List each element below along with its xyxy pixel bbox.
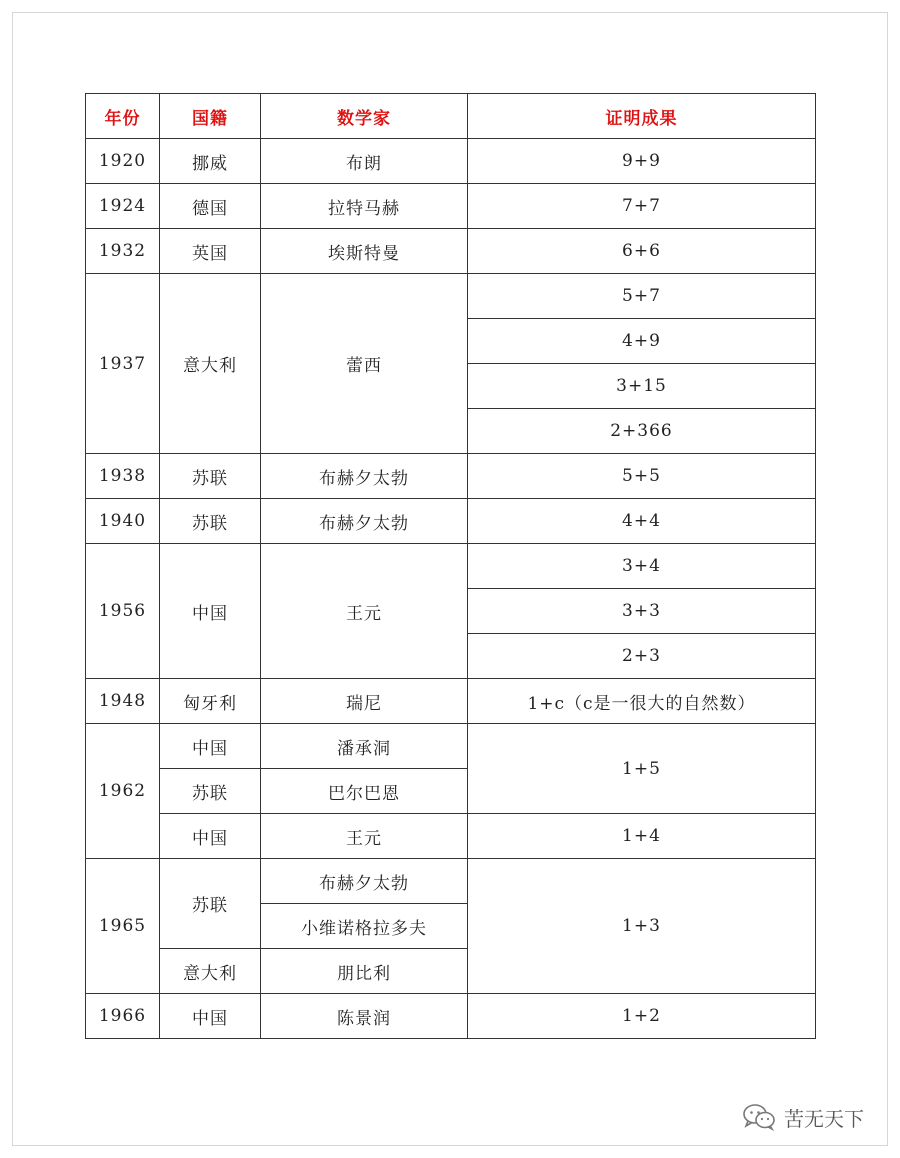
result-cell: 1+c（c是一很大的自然数） xyxy=(468,679,816,724)
mathematician-cell: 小维诺格拉多夫 xyxy=(261,904,468,949)
table-row xyxy=(86,454,816,499)
nationality-cell: 苏联 xyxy=(160,499,261,544)
result-cell: 3+15 xyxy=(468,364,816,409)
result-cell: 1+4 xyxy=(468,814,816,859)
mathematician-cell: 拉特马赫 xyxy=(261,184,468,229)
table-row xyxy=(86,814,816,859)
table-row xyxy=(86,229,816,274)
year-cell: 1956 xyxy=(86,544,160,679)
wechat-icon xyxy=(742,1103,776,1131)
result-cell: 3+4 xyxy=(468,544,816,589)
mathematician-cell: 布赫夕太勃 xyxy=(261,859,468,904)
mathematician-cell: 蕾西 xyxy=(261,274,468,454)
year-cell: 1966 xyxy=(86,994,160,1039)
nationality-cell: 意大利 xyxy=(160,274,261,454)
result-cell: 9+9 xyxy=(468,139,816,184)
table-row xyxy=(86,994,816,1039)
nationality-cell: 中国 xyxy=(160,724,261,769)
table-row xyxy=(86,724,816,769)
result-cell: 4+9 xyxy=(468,319,816,364)
nationality-cell: 挪威 xyxy=(160,139,261,184)
mathematician-cell: 潘承洞 xyxy=(261,724,468,769)
year-cell: 1932 xyxy=(86,229,160,274)
mathematician-cell: 朋比利 xyxy=(261,949,468,994)
nationality-cell: 英国 xyxy=(160,229,261,274)
result-cell: 2+3 xyxy=(468,634,816,679)
year-cell: 1948 xyxy=(86,679,160,724)
mathematician-cell: 布赫夕太勃 xyxy=(261,499,468,544)
year-cell: 1938 xyxy=(86,454,160,499)
result-cell: 1+3 xyxy=(468,859,816,994)
table-row xyxy=(86,139,816,184)
nationality-cell: 匈牙利 xyxy=(160,679,261,724)
nationality-cell: 苏联 xyxy=(160,859,261,949)
table-row xyxy=(86,499,816,544)
mathematician-cell: 陈景润 xyxy=(261,994,468,1039)
mathematician-cell: 埃斯特曼 xyxy=(261,229,468,274)
mathematician-cell: 王元 xyxy=(261,544,468,679)
result-cell: 4+4 xyxy=(468,499,816,544)
year-cell: 1965 xyxy=(86,859,160,994)
mathematician-cell: 布朗 xyxy=(261,139,468,184)
watermark xyxy=(742,1100,864,1134)
nationality-cell: 意大利 xyxy=(160,949,261,994)
result-cell: 5+7 xyxy=(468,274,816,319)
result-cell: 3+3 xyxy=(468,589,816,634)
table-row xyxy=(86,544,816,589)
watermark-text: 苦无天下 xyxy=(784,1106,864,1131)
result-cell: 1+2 xyxy=(468,994,816,1039)
table-row xyxy=(86,274,816,319)
result-cell: 1+5 xyxy=(468,724,816,814)
table-header-row xyxy=(86,94,816,139)
nationality-cell: 苏联 xyxy=(160,769,261,814)
result-cell: 2+366 xyxy=(468,409,816,454)
mathematician-cell: 布赫夕太勃 xyxy=(261,454,468,499)
nationality-cell: 中国 xyxy=(160,814,261,859)
nationality-cell: 中国 xyxy=(160,544,261,679)
nationality-cell: 中国 xyxy=(160,994,261,1039)
result-cell: 7+7 xyxy=(468,184,816,229)
year-cell: 1920 xyxy=(86,139,160,184)
mathematician-cell: 瑞尼 xyxy=(261,679,468,724)
year-cell: 1940 xyxy=(86,499,160,544)
table-row xyxy=(86,184,816,229)
mathematician-cell: 王元 xyxy=(261,814,468,859)
nationality-cell: 德国 xyxy=(160,184,261,229)
header-mathematician: 数学家 xyxy=(261,94,468,139)
header-year: 年份 xyxy=(86,94,160,139)
table-row xyxy=(86,859,816,904)
result-cell: 6+6 xyxy=(468,229,816,274)
goldbach-progress-table xyxy=(85,93,816,1039)
year-cell: 1937 xyxy=(86,274,160,454)
header-result: 证明成果 xyxy=(468,94,816,139)
result-cell: 5+5 xyxy=(468,454,816,499)
nationality-cell: 苏联 xyxy=(160,454,261,499)
year-cell: 1962 xyxy=(86,724,160,859)
year-cell: 1924 xyxy=(86,184,160,229)
table-row xyxy=(86,679,816,724)
mathematician-cell: 巴尔巴恩 xyxy=(261,769,468,814)
header-nationality: 国籍 xyxy=(160,94,261,139)
